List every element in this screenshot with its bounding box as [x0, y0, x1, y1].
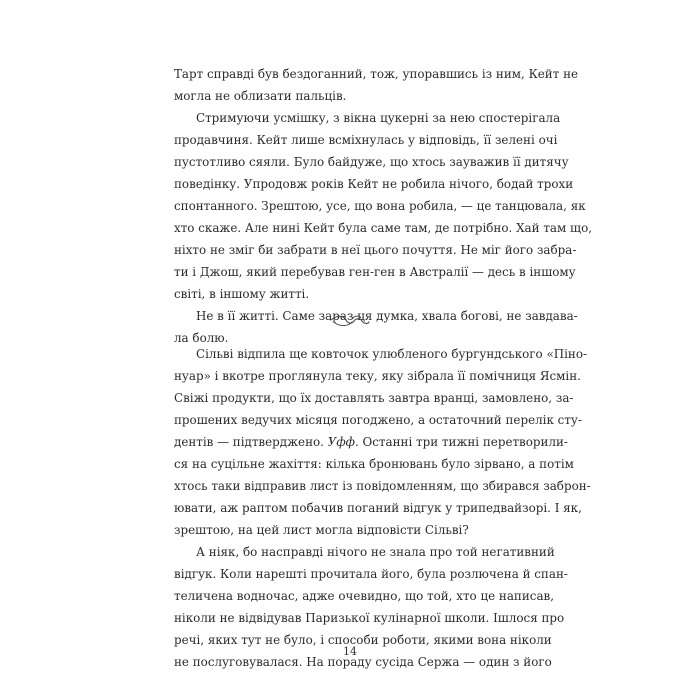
text-line: ніхто не зміг би забрати в неї цього почуття. Не міг його забра- [174, 243, 577, 257]
text-line: хтось таки відправив лист із повідомленням, що збирався заброн- [174, 479, 591, 493]
text-line: Не в її житті. Саме зараз ця думка, хвала богові, не завдава- [196, 309, 578, 323]
text-line: Сільві відпила ще ковточок улюбленого бургундського «Піно- [196, 347, 588, 361]
text-run: Останні три тижні перетворили- [362, 435, 568, 449]
text-line: ювати, аж раптом побачив поганий відгук у трипедвайзорі. І як, [174, 501, 582, 515]
text-line: ти і Джош, який перебував ген-ген в Австралії — десь в іншому [174, 265, 576, 279]
text-line: зрештою, на цей лист могла відповісти Сільві? [174, 523, 469, 537]
text-line: ніколи не відвідував Паризької кулінарної школи. Ішлося про [174, 611, 565, 625]
text-line: Свіжі продукти, що їх доставлять завтра вранці, замовлено, за- [174, 391, 574, 405]
text-line: продавчиня. Кейт лише всміхнулась у відповідь, її зелені очі [174, 133, 558, 147]
text-line: хто скаже. Але нині Кейт була саме там, де потрібно. Хай там що, [174, 221, 593, 235]
text-line: Тарт справді був бездоганний, тож, упоравшись із ним, Кейт не [174, 67, 579, 81]
text-block-kate [174, 63, 593, 349]
text-line: ся на суцільне жахіття: кілька бронювань було зірвано, а потім [174, 457, 574, 471]
page-number: 14 [343, 645, 357, 658]
text-line: Стримуючи усмішку, з вікна цукерні за нею спостерігала [196, 111, 561, 125]
text-line: світі, в іншому житті. [174, 287, 310, 301]
text-block-sylvie [174, 343, 591, 673]
text-line: спонтанного. Зрештою, усе, що вона робила, — це танцювала, як [174, 199, 586, 213]
text-line: не послуговувалася. На пораду сусіда Сержа — один з його [174, 655, 552, 669]
text-line: ла болю. [174, 331, 229, 345]
text-line: А ніяк, бо насправді нічого не знала про той негативний [196, 545, 555, 559]
text-line: пустотливо сяяли. Було байдуже, що хтось зауважив її дитячу [174, 155, 569, 169]
text-run: дентів — підтверджено. [174, 435, 324, 449]
text-line: теличена водночас, адже очевидно, що той, хто це написав, [174, 589, 555, 603]
text-line: прошених ведучих місяця погоджено, а остаточний перелік сту- [174, 413, 582, 427]
text-line: поведінку. Упродовж років Кейт не робила нічого, бодай трохи [174, 177, 574, 191]
text-line [174, 431, 568, 453]
text-line: нуар» і вкотре проглянула теку, яку зібрала її помічниця Ясмін. [174, 369, 581, 383]
text-line: речі, яких тут не було, і способи роботи, якими вона ніколи [174, 633, 552, 647]
italic-word: Уфф. [327, 435, 359, 449]
flourish-icon [329, 314, 371, 328]
text-line: відгук. Коли нарешті прочитала його, була розлючена й спан- [174, 567, 568, 581]
text-line: могла не облизати пальців. [174, 89, 347, 103]
